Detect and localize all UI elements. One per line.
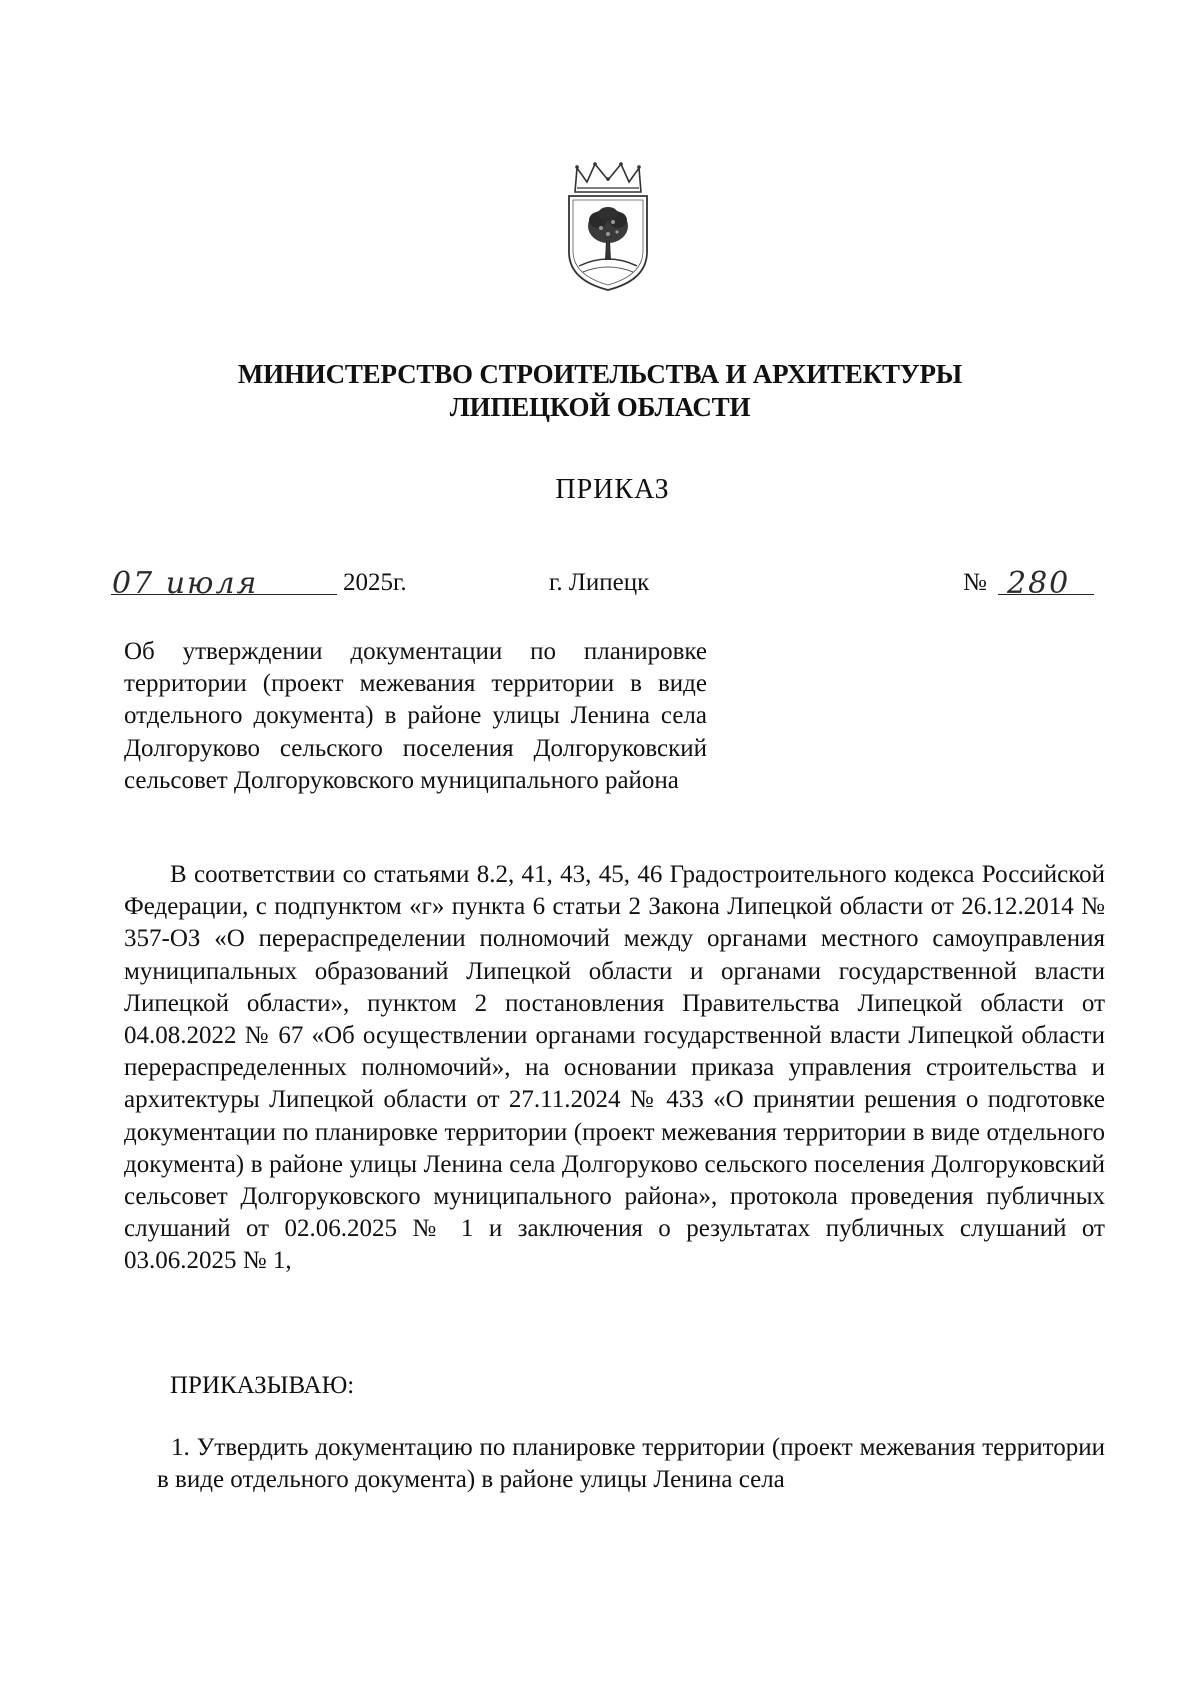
order-word: ПРИКАЗЫВАЮ: (170, 1372, 355, 1399)
document-city: г. Липецк (549, 569, 650, 596)
organization-line-1: МИНИСТЕРСТВО СТРОИТЕЛЬСТВА И АРХИТЕКТУРЫ (237, 359, 963, 389)
coat-of-arms-icon (565, 162, 651, 294)
document-subject: Об утверждении документации по планировке территории (проект межевания территории в виде отдельного документа) в районе улицы Ленина села Долгоруково сельского поселения Долгоруковский сельсовет Долгоруковского муниципального района (124, 638, 707, 794)
document-year: 2025г. (343, 569, 407, 596)
order-item-1 (157, 1432, 1105, 1497)
document-type: ПРИКАЗ (555, 474, 670, 505)
handwritten-number: 280 (1007, 566, 1071, 601)
organization-name (0, 358, 1200, 424)
document-preamble (124, 859, 1105, 1278)
handwritten-date: 07 июля (112, 566, 259, 601)
organization-line-2: ЛИПЕЦКОЙ ОБЛАСТИ (449, 392, 751, 422)
preamble-paragraph: В соответствии со статьями 8.2, 41, 43, 45, 46 Градостроительного кодекса Российской Федерации, с подпунктом «г» пункта 6 статьи 2 Закона Липецкой области от 26.12.2014 № 357-ОЗ «О перераспределении полномочий между органами местного самоуправления муниципальных образований Липецкой области и органами государственной власти Липецкой области», пунктом 2 постановления Правительства Липецкой области от 04.08.2022 № 67 «Об осуществлении органами государственной власти Липецкой области перераспределенных полномочий», на основании приказа управления строительства и архитектуры Липецкой области от 27.11.2024 № 433 «О принятии решения о подготовке документации по планировке территории (проект межевания территории в виде отдельного документа) в районе улицы Ленина села Долгоруково сельского поселения Долгоруковский сельсовет Долгоруковского муниципального района», протокола проведения публичных слушаний от 02.06.2025 № 1 и заключения о результатах публичных слушаний от 03.06.2025 № 1, (124, 861, 1105, 1275)
number-sign: № (963, 569, 987, 596)
order-item-1-text: 1. Утвердить документацию по планировке территории (проект межевания территории в виде отдельного документа) в районе улицы Ленина села (157, 1434, 1105, 1494)
